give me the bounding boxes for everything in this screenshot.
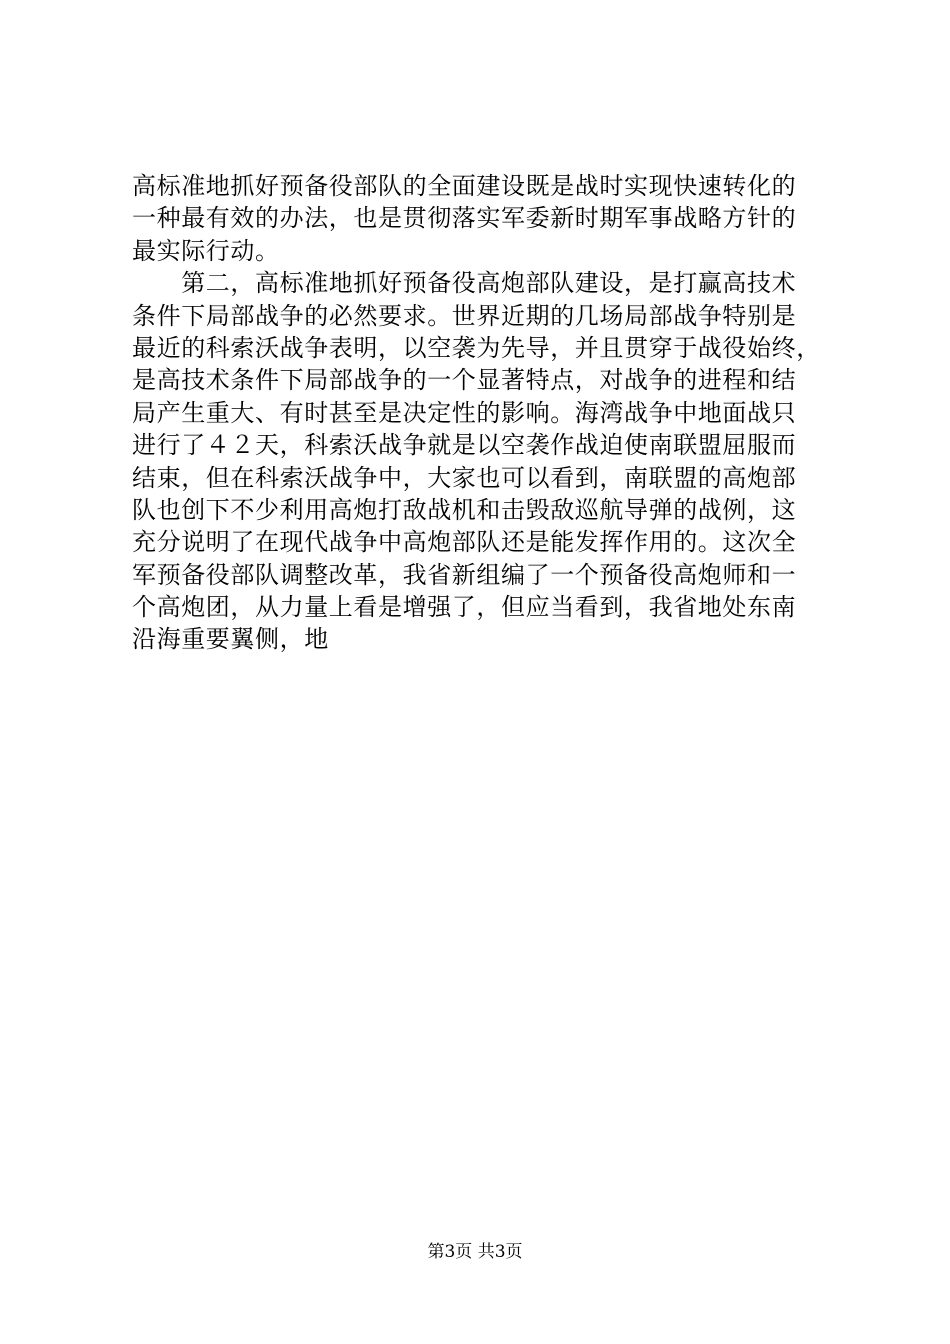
page-number-label: 第3页 共3页 [427,1242,523,1262]
body-text [132,170,837,656]
text-line: 第二，高标准地抓好预备役高炮部队建设，是打赢高技术 [132,269,797,298]
text-line: 高标准地抓好预备役部队的全面建设既是战时实现快速转化的 [132,172,797,200]
text-line: 个高炮团，从力量上看是增强了，但应当看到，我省地处东南 [132,593,797,622]
page-footer [0,1241,950,1263]
text-line: 是高技术条件下局部战争的一个显著特点，对战争的进程和结 [132,366,797,395]
text-line: 队也创下不少利用高炮打敌战机和击毁敌巡航导弹的战例，这 [132,495,797,524]
text-line: 一种最有效的办法，也是贯彻落实军委新时期军事战略方针的 [132,204,797,233]
text-line: 充分说明了在现代战争中高炮部队还是能发挥作用的。这次全 [132,528,797,557]
text-line: 进行了４２天，科索沃战争就是以空袭作战迫使南联盟屈服而 [132,431,797,460]
text-line: 条件下局部战争的必然要求。世界近期的几场局部战争特别是 [132,301,797,330]
text-line: 最实际行动。 [132,236,280,265]
text-line: 局产生重大、有时甚至是决定性的影响。海湾战争中地面战只 [132,398,797,427]
text-line: 军预备役部队调整改革，我省新组编了一个预备役高炮师和一 [132,560,797,589]
text-line: 最近的科索沃战争表明，以空袭为先导，并且贯穿于战役始终， [132,333,821,362]
text-line: 结束，但在科索沃战争中，大家也可以看到，南联盟的高炮部 [132,463,797,492]
text-line: 沿海重要翼侧，地 [132,625,329,654]
